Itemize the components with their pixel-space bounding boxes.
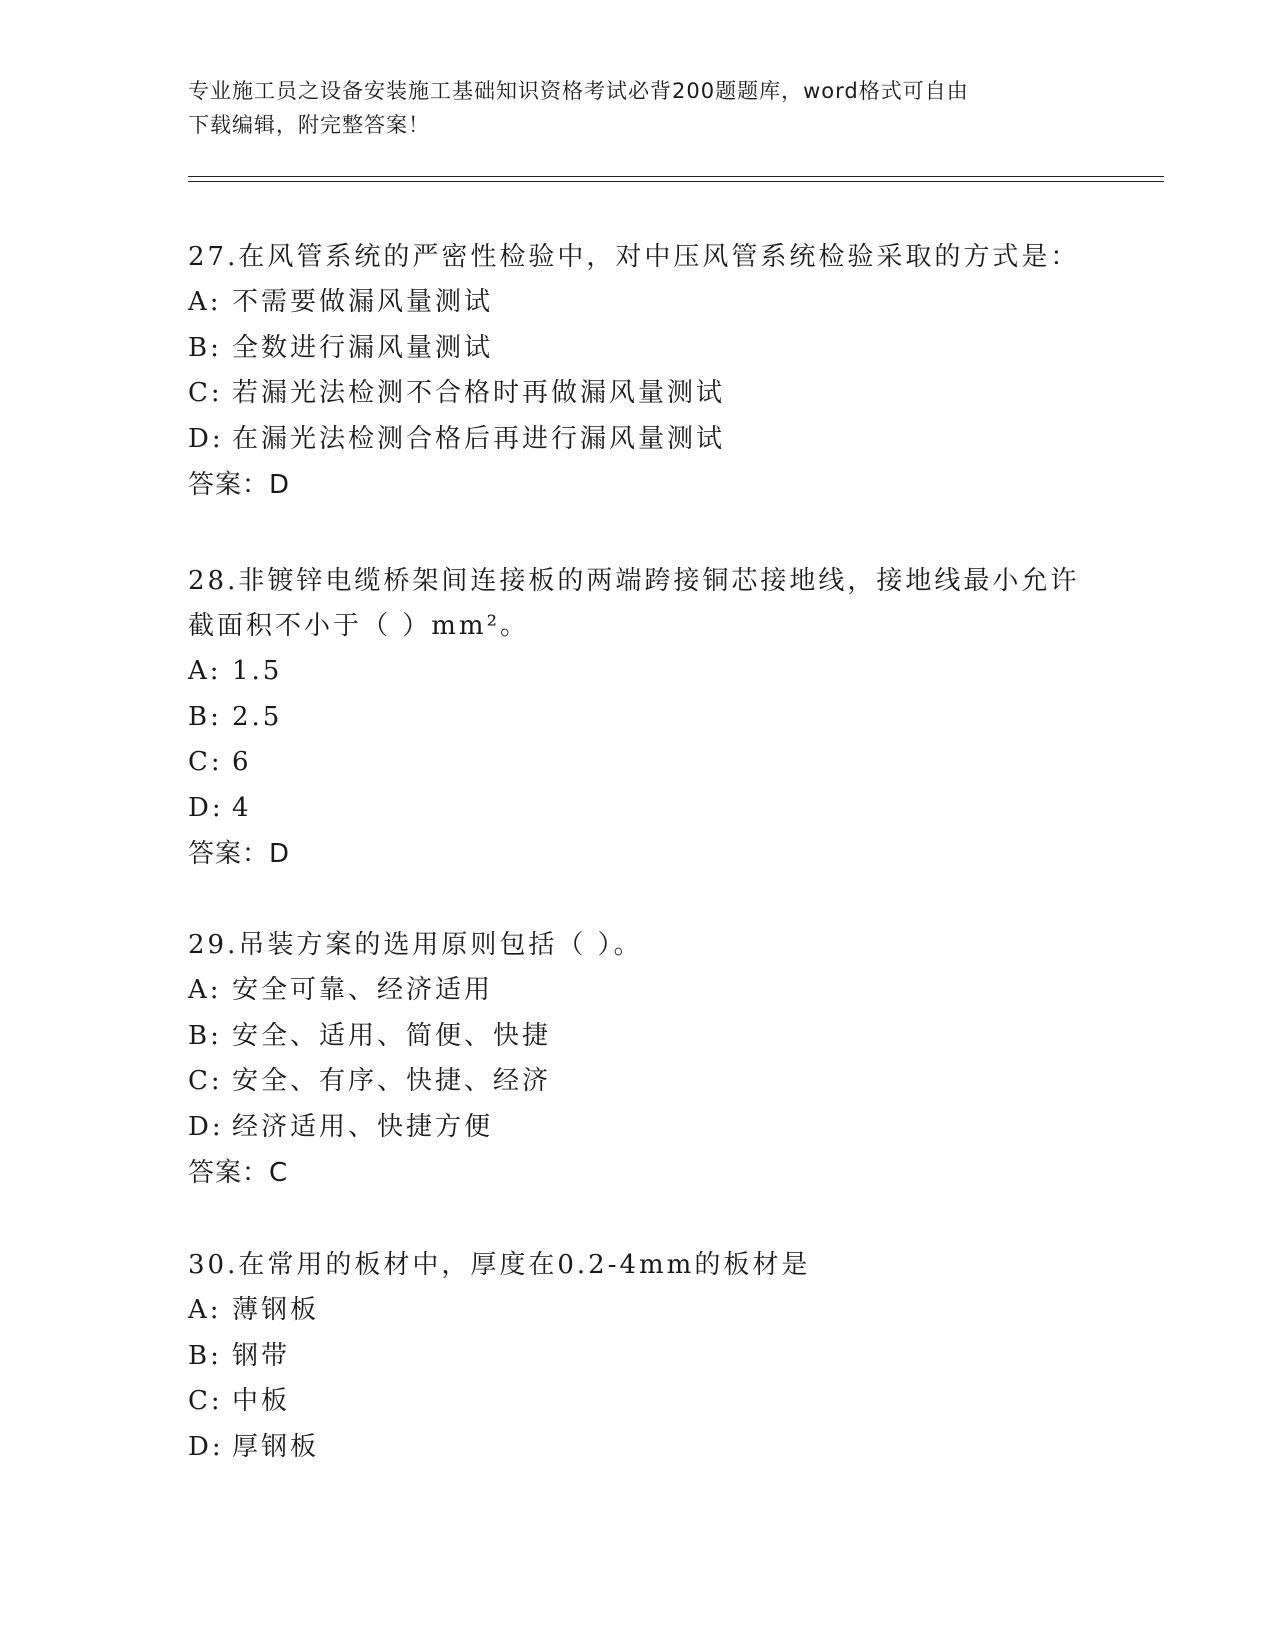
option-text: 在漏光法检测合格后再进行漏风量测试	[232, 423, 726, 454]
question-29	[188, 923, 1088, 1196]
option-text: 安全可靠、经济适用	[232, 975, 494, 1005]
option-letter: D:	[188, 792, 224, 823]
option-text: 1.5	[232, 656, 283, 686]
option-text: 不需要做漏风量测试	[232, 287, 494, 317]
header-divider-bottom	[188, 181, 1164, 182]
option-c	[188, 740, 1088, 786]
question-stem: 28.非镀锌电缆桥架间连接板的两端跨接铜芯接地线，接地线最小允许截面积不小于（ ）mm²。	[188, 566, 1080, 641]
question-28	[188, 559, 1088, 877]
option-text: 薄钢板	[232, 1295, 320, 1325]
option-text: 全数进行漏风量测试	[232, 332, 494, 363]
option-text: 6	[232, 747, 252, 777]
answer-line: 答案：D	[188, 839, 291, 869]
option-text: 经济适用、快捷方便	[232, 1111, 494, 1142]
option-a	[188, 1288, 1088, 1334]
option-c	[188, 1379, 1088, 1425]
option-letter: D:	[188, 1431, 224, 1462]
option-text: 中板	[232, 1386, 291, 1416]
answer-line: 答案：C	[188, 1158, 289, 1188]
document-header	[188, 74, 1088, 142]
question-27	[188, 235, 1088, 508]
option-text: 安全、适用、简便、快捷	[232, 1020, 552, 1051]
option-text: 若漏光法检测不合格时再做漏风量测试	[232, 378, 726, 408]
option-letter: A:	[188, 1295, 222, 1325]
option-text: 4	[232, 792, 252, 823]
option-c	[188, 371, 1088, 417]
header-divider-top	[188, 176, 1164, 177]
option-text: 厚钢板	[232, 1431, 320, 1462]
option-d	[188, 786, 1088, 832]
option-b	[188, 1014, 1088, 1060]
option-b	[188, 1334, 1088, 1380]
option-a	[188, 280, 1088, 326]
option-letter: B:	[188, 1340, 222, 1371]
answer-line: 答案：D	[188, 470, 291, 500]
option-letter: D:	[188, 423, 224, 454]
question-stem: 27.在风管系统的严密性检验中，对中压风管系统检验采取的方式是：	[188, 242, 1080, 272]
option-a	[188, 649, 1088, 695]
header-line-1: 专业施工员之设备安装施工基础知识资格考试必背200题题库，word格式可自由	[188, 79, 969, 103]
option-letter: A:	[188, 287, 222, 317]
option-letter: C:	[188, 1386, 223, 1416]
option-d	[188, 1425, 1088, 1471]
option-letter: C:	[188, 1066, 223, 1096]
option-letter: B:	[188, 701, 222, 732]
option-b	[188, 695, 1088, 741]
option-text: 2.5	[232, 701, 283, 732]
option-letter: C:	[188, 747, 223, 777]
header-line-2: 下载编辑，附完整答案！	[188, 113, 430, 137]
option-letter: B:	[188, 332, 222, 363]
option-letter: A:	[188, 656, 222, 686]
option-letter: C:	[188, 378, 223, 408]
option-c	[188, 1059, 1088, 1105]
question-30	[188, 1243, 1088, 1470]
option-letter: D:	[188, 1111, 224, 1142]
option-b	[188, 326, 1088, 372]
option-text: 钢带	[232, 1340, 291, 1371]
option-a	[188, 968, 1088, 1014]
option-d	[188, 1105, 1088, 1151]
option-d	[188, 417, 1088, 463]
option-letter: A:	[188, 975, 222, 1005]
question-stem: 30.在常用的板材中，厚度在0.2-4mm的板材是	[188, 1250, 811, 1280]
option-text: 安全、有序、快捷、经济	[232, 1066, 552, 1096]
option-letter: B:	[188, 1020, 222, 1051]
question-stem: 29.吊装方案的选用原则包括（ ）。	[188, 930, 643, 960]
